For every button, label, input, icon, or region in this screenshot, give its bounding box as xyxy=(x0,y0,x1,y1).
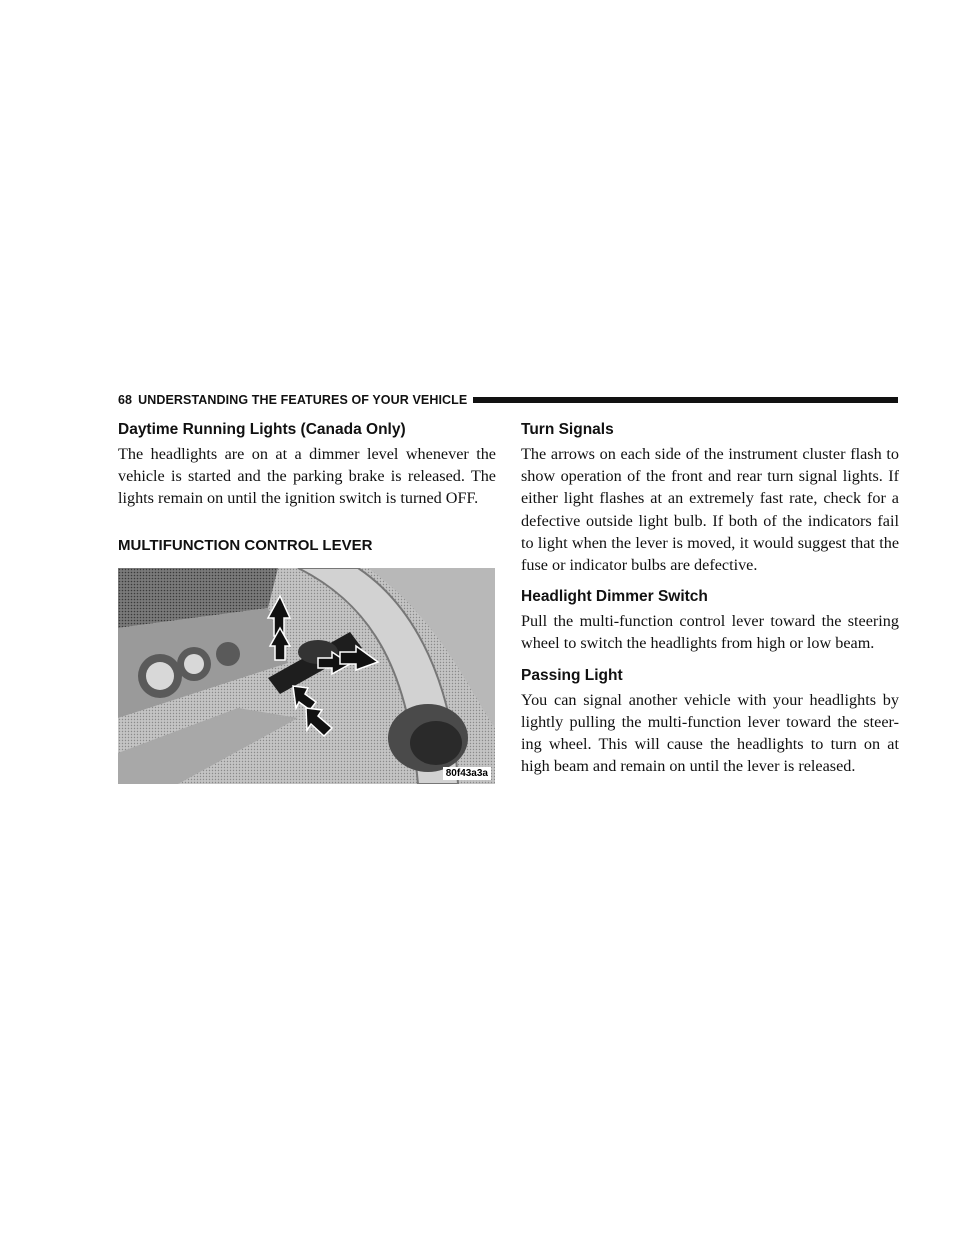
passing-light-paragraph: You can signal another vehicle with your headlights by lightly pulling the multi-function lever toward the steer- ing wheel. This will cause the headlights to turn on at high beam and remain on until the lever is released. xyxy=(521,690,899,776)
right-column xyxy=(521,420,899,777)
page-number: 68 xyxy=(118,393,133,407)
mcl-heading: MULTIFUNCTION CONTROL LEVER xyxy=(118,536,373,554)
figure-code: 80f43a3a xyxy=(443,767,491,780)
left-column xyxy=(118,420,496,784)
drl-paragraph: The headlights are on at a dimmer level whenever the vehicle is started and the parking brake is released. The lights remain on until the ignition switch is turned OFF. xyxy=(118,445,496,508)
turn-signals-heading: Turn Signals xyxy=(521,421,614,438)
lever-illustration xyxy=(118,568,495,784)
header-rule xyxy=(473,397,898,403)
multifunction-lever-figure xyxy=(118,568,495,784)
dimmer-paragraph: Pull the multi-function control lever toward the steering wheel to switch the headlights from high or low beam. xyxy=(521,612,899,653)
section-title: UNDERSTANDING THE FEATURES OF YOUR VEHICLE xyxy=(138,393,468,407)
page-header xyxy=(118,392,898,408)
passing-light-heading: Passing Light xyxy=(521,666,623,684)
dimmer-heading: Headlight Dimmer Switch xyxy=(521,588,708,606)
turn-signals-paragraph: The arrows on each side of the instrument cluster flash to show operation of the front and rear turn signal lights. If either light flashes at an extremely fast rate, check for a defective outside light bulb. If both of the indicators fail to light when the lever is moved, it would suggest that the fuse or indicator bulbs are defective. xyxy=(521,445,899,575)
drl-heading: Daytime Running Lights (Canada Only) xyxy=(118,421,406,438)
